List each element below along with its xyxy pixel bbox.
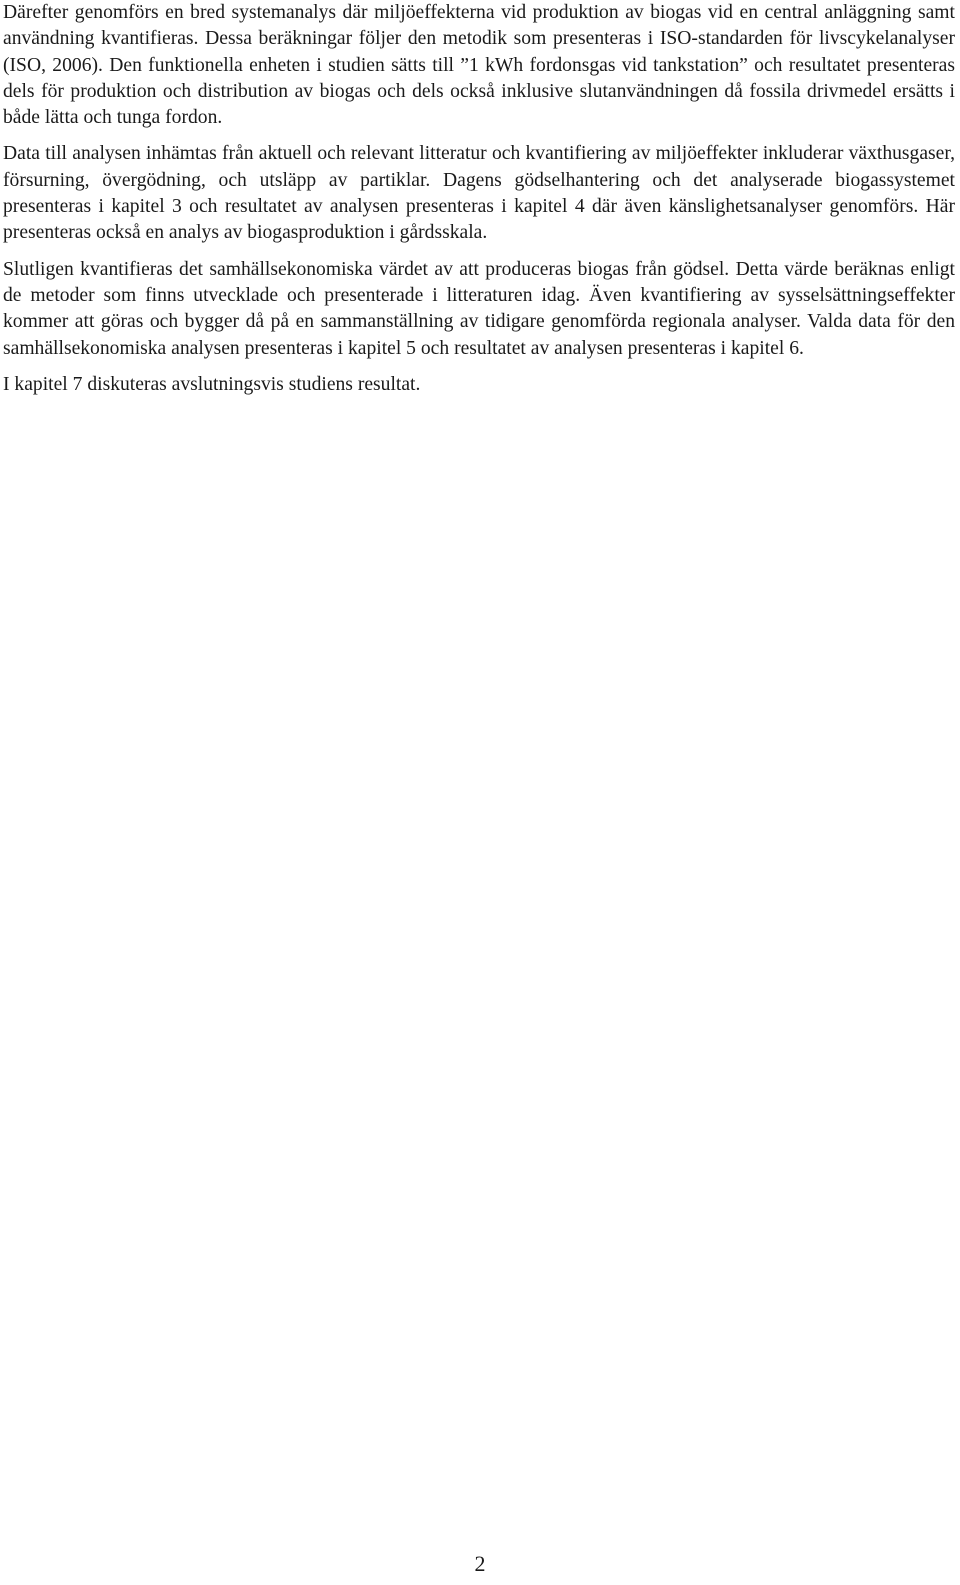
paragraph-2: Data till analysen inhämtas från aktuell och relevant litteratur och kvantifiering av miljöeffekter inkluderar växthusgaser, försurning, övergödning, och utsläpp av partiklar. Dagens gödselhantering och det analyserade biogassystemet presenteras i kapitel 3 och resultatet av analysen presenteras i kapitel 4 där även känslighetsanalyser genomförs. Här presenteras också en analys av biogasproduktion i gårdsskala. <box>3 143 955 244</box>
page-number: 2 <box>474 1551 486 1576</box>
body-text <box>3 0 955 408</box>
paragraph-1: Därefter genomförs en bred systemanalys där miljöeffekterna vid produktion av biogas vid en central anläggning samt användning kvantifieras. Dessa beräkningar följer den metodik som presenteras i ISO-standarden för livscykelanalyser (ISO, 2006). Den funktionella enheten i studien sätts till ”1 kWh fordonsgas vid tankstation” och resultatet presenteras dels för produktion och distribution av biogas och dels också inklusive slutanvändningen då fossila drivmedel ersätts i både lätta och tunga fordon. <box>3 2 955 129</box>
paragraph-4: I kapitel 7 diskuteras avslutningsvis studiens resultat. <box>3 373 421 395</box>
paragraph-3: Slutligen kvantifieras det samhällsekonomiska värdet av att produceras biogas från gödsel. Detta värde beräknas enligt de metoder som finns utvecklade och presenterade i litteraturen idag. Även kvantifiering av sysselsättningseffekter kommer att göras och bygger då på en sammanställning av tidigare genomförda regionala analyser. Valda data för den samhällsekonomiska analysen presenteras i kapitel 5 och resultatet av analysen presenteras i kapitel 6. <box>3 258 955 359</box>
